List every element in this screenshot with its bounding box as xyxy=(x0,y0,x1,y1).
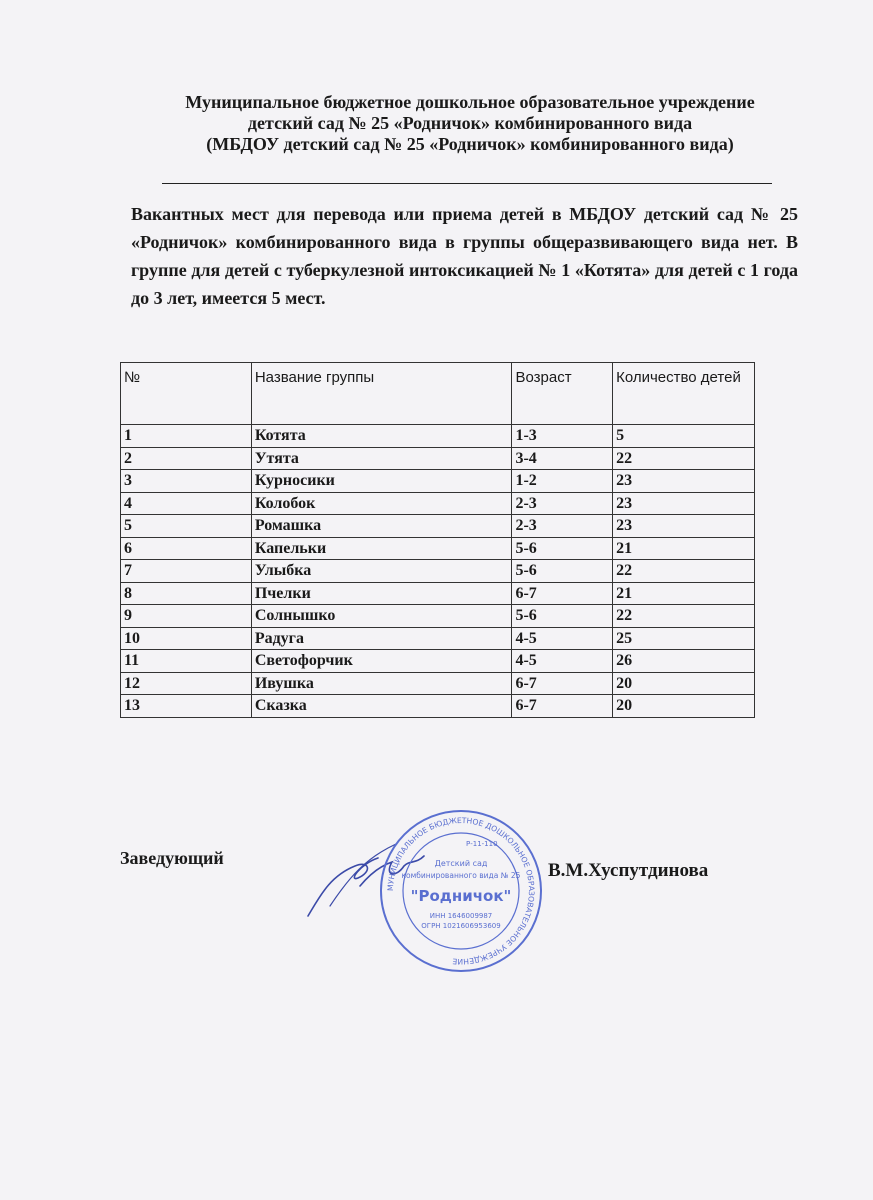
header-number: № xyxy=(121,363,252,425)
row-number: 10 xyxy=(121,627,252,650)
row-group-name: Капельки xyxy=(251,537,512,560)
row-count: 22 xyxy=(613,447,755,470)
signer-title: Заведующий xyxy=(120,848,224,868)
row-age: 3-4 xyxy=(512,447,613,470)
row-group-name: Утята xyxy=(251,447,512,470)
row-count: 23 xyxy=(613,492,755,515)
row-group-name: Котята xyxy=(251,425,512,448)
row-number: 12 xyxy=(121,672,252,695)
table-row xyxy=(121,627,755,650)
table-row xyxy=(121,672,755,695)
row-number: 7 xyxy=(121,560,252,583)
header-line-1: Муниципальное бюджетное дошкольное образовательное учреждение xyxy=(185,92,755,112)
stamp-line-1: Детский сад xyxy=(434,859,488,868)
row-group-name: Солнышко xyxy=(251,605,512,628)
row-number: 1 xyxy=(121,425,252,448)
row-count: 23 xyxy=(613,515,755,538)
row-group-name: Улыбка xyxy=(251,560,512,583)
table-row xyxy=(121,650,755,673)
row-count: 25 xyxy=(613,627,755,650)
signer-name: В.М.Хуспутдинова xyxy=(548,860,709,881)
table-row xyxy=(121,582,755,605)
row-age: 4-5 xyxy=(512,627,613,650)
row-group-name: Ромашка xyxy=(251,515,512,538)
row-number: 5 xyxy=(121,515,252,538)
row-age: 6-7 xyxy=(512,582,613,605)
row-count: 21 xyxy=(613,582,755,605)
row-group-name: Колобок xyxy=(251,492,512,515)
header-line-2: детский сад № 25 «Родничок» комбинированного вида xyxy=(247,113,693,133)
row-count: 23 xyxy=(613,470,755,493)
table-header-row xyxy=(121,363,755,425)
row-count: 5 xyxy=(613,425,755,448)
table-row xyxy=(121,695,755,718)
row-number: 13 xyxy=(121,695,252,718)
table-row xyxy=(121,492,755,515)
row-group-name: Пчелки xyxy=(251,582,512,605)
table-row xyxy=(121,537,755,560)
row-number: 2 xyxy=(121,447,252,470)
row-age: 2-3 xyxy=(512,492,613,515)
vacancy-notice: Вакантных мест для перевода или приема детей в МБДОУ детский сад № 25 «Родничок» комбинированного вида в группы общеразвивающего вида нет. В группе для детей с туберкулезной интоксикацией № 1 «Котята» для детей с 1 года до 3 лет, имеется 5 мест. xyxy=(131,204,798,308)
header-line-3: (МБДОУ детский сад № 25 «Родничок» комбинированного вида) xyxy=(206,134,734,154)
table-row xyxy=(121,425,755,448)
row-age: 5-6 xyxy=(512,560,613,583)
row-age: 2-3 xyxy=(512,515,613,538)
stamp-code: Р-11-110 xyxy=(466,840,498,848)
row-group-name: Сказка xyxy=(251,695,512,718)
row-number: 8 xyxy=(121,582,252,605)
row-age: 6-7 xyxy=(512,695,613,718)
table-row xyxy=(121,515,755,538)
header-divider xyxy=(162,183,772,184)
stamp-inn: ИНН 1646009987 xyxy=(429,912,493,920)
header-children-count: Количество детей xyxy=(613,363,755,425)
row-count: 22 xyxy=(613,560,755,583)
stamp-name: "Родничок" xyxy=(410,887,512,905)
row-group-name: Радуга xyxy=(251,627,512,650)
row-number: 4 xyxy=(121,492,252,515)
row-count: 26 xyxy=(613,650,755,673)
stamp-line-2: комбинированного вида № 25 xyxy=(401,871,521,880)
row-number: 3 xyxy=(121,470,252,493)
row-group-name: Ивушка xyxy=(251,672,512,695)
row-number: 9 xyxy=(121,605,252,628)
row-age: 5-6 xyxy=(512,537,613,560)
stamp-ogrn: ОГРН 1021606953609 xyxy=(421,922,501,930)
header-age: Возраст xyxy=(512,363,613,425)
row-count: 20 xyxy=(613,672,755,695)
row-count: 22 xyxy=(613,605,755,628)
stamp-ring-text: МУНИЦИПАЛЬНОЕ БЮДЖЕТНОЕ ДОШКОЛЬНОЕ ОБРАЗОВАТЕЛЬНОЕ УЧРЕЖДЕНИЕ xyxy=(385,815,537,967)
row-age: 5-6 xyxy=(512,605,613,628)
row-age: 4-5 xyxy=(512,650,613,673)
table-row xyxy=(121,605,755,628)
round-seal-stamp xyxy=(376,806,546,976)
table-row xyxy=(121,470,755,493)
row-group-name: Курносики xyxy=(251,470,512,493)
row-number: 11 xyxy=(121,650,252,673)
row-age: 6-7 xyxy=(512,672,613,695)
row-group-name: Светофорчик xyxy=(251,650,512,673)
header-group-name: Название группы xyxy=(251,363,512,425)
table-row xyxy=(121,447,755,470)
groups-table xyxy=(120,362,755,718)
row-number: 6 xyxy=(121,537,252,560)
row-age: 1-2 xyxy=(512,470,613,493)
row-age: 1-3 xyxy=(512,425,613,448)
document-header xyxy=(120,92,820,155)
table-row xyxy=(121,560,755,583)
row-count: 21 xyxy=(613,537,755,560)
row-count: 20 xyxy=(613,695,755,718)
